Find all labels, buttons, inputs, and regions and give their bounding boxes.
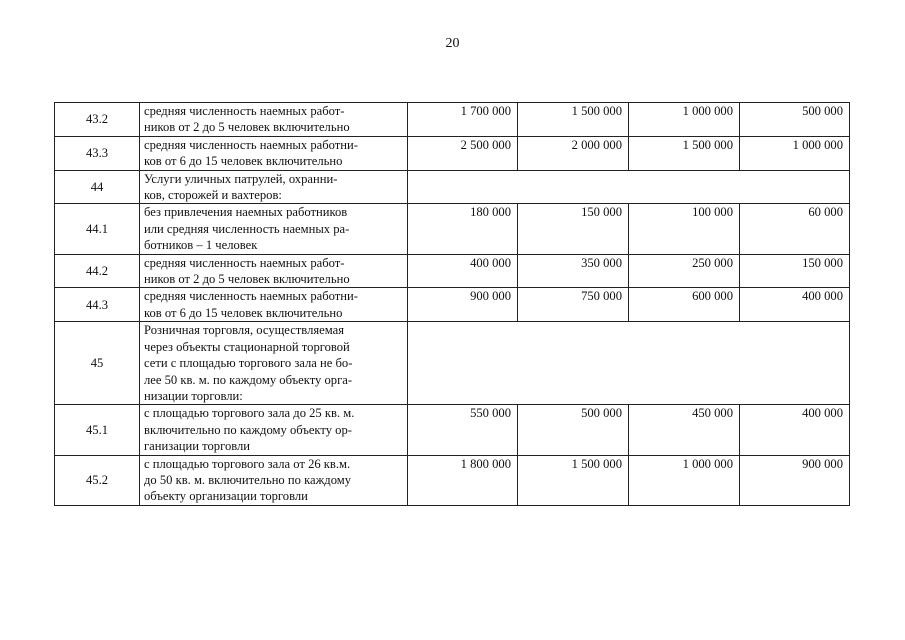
description-line: Услуги уличных патрулей, охранни- xyxy=(144,171,338,186)
description-line: с площадью торгового зала от 26 кв.м. xyxy=(144,456,351,471)
row-value-cell: 250 000 xyxy=(629,254,740,288)
row-value-cell: 150 000 xyxy=(518,204,629,254)
row-code-cell: 44.2 xyxy=(55,254,140,288)
description-line: Розничная торговля, осуществляемая xyxy=(144,323,345,338)
description-line: сети с площадью торгового зала не бо- xyxy=(144,356,353,371)
row-value-cell: 900 000 xyxy=(408,288,518,322)
row-value-cell: 400 000 xyxy=(740,288,850,322)
row-value-cell: 100 000 xyxy=(629,204,740,254)
row-description-cell xyxy=(140,170,408,204)
table-row xyxy=(55,288,850,322)
row-code-cell: 45.1 xyxy=(55,405,140,455)
description-line: лее 50 кв. м. по каждому объекту орга- xyxy=(144,372,353,387)
table-row xyxy=(55,204,850,254)
description-line: без привлечения наемных работников xyxy=(144,205,348,220)
row-description-cell xyxy=(140,204,408,254)
row-value-cell: 1 000 000 xyxy=(629,103,740,137)
row-value-cell: 1 000 000 xyxy=(629,455,740,505)
table-row xyxy=(55,254,850,288)
row-code-cell: 44.1 xyxy=(55,204,140,254)
description-line: средняя численность наемных работни- xyxy=(144,137,358,152)
description-line: ков от 6 до 15 человек включительно xyxy=(144,154,343,169)
table-body xyxy=(55,103,850,506)
row-value-cell: 2 000 000 xyxy=(518,136,629,170)
row-value-cell: 500 000 xyxy=(740,103,850,137)
row-value-cell: 180 000 xyxy=(408,204,518,254)
row-value-cell: 550 000 xyxy=(408,405,518,455)
description-line: ников от 2 до 5 человек включительно xyxy=(144,272,350,287)
row-value-cell: 60 000 xyxy=(740,204,850,254)
table-row xyxy=(55,405,850,455)
row-empty-values-cell xyxy=(408,322,850,405)
description-line: ков от 6 до 15 человек включительно xyxy=(144,305,343,320)
row-code-cell: 45.2 xyxy=(55,455,140,505)
row-value-cell: 350 000 xyxy=(518,254,629,288)
description-line: объекту организации торговли xyxy=(144,489,308,504)
row-value-cell: 1 700 000 xyxy=(408,103,518,137)
table-row xyxy=(55,455,850,505)
description-line: включительно по каждому объекту ор- xyxy=(144,422,352,437)
description-line: средняя численность наемных работ- xyxy=(144,255,345,270)
description-line: ков, сторожей и вахтеров: xyxy=(144,188,282,203)
row-value-cell: 750 000 xyxy=(518,288,629,322)
table-row xyxy=(55,322,850,405)
description-line: ников от 2 до 5 человек включительно xyxy=(144,120,350,135)
row-code-cell: 45 xyxy=(55,322,140,405)
row-description-cell xyxy=(140,288,408,322)
row-description-cell xyxy=(140,254,408,288)
description-line: средняя численность наемных работ- xyxy=(144,104,345,118)
description-line: через объекты стационарной торговой xyxy=(144,339,350,354)
page-number: 20 xyxy=(445,36,460,51)
table-row xyxy=(55,170,850,204)
description-line: ботников – 1 человек xyxy=(144,238,258,253)
tariff-table xyxy=(54,102,850,506)
table-row xyxy=(55,136,850,170)
row-description-cell xyxy=(140,455,408,505)
row-value-cell: 1 800 000 xyxy=(408,455,518,505)
description-line: с площадью торгового зала до 25 кв. м. xyxy=(144,406,355,421)
row-empty-values-cell xyxy=(408,170,850,204)
row-description-cell xyxy=(140,103,408,137)
row-value-cell: 400 000 xyxy=(408,254,518,288)
row-value-cell: 450 000 xyxy=(629,405,740,455)
row-value-cell: 600 000 xyxy=(629,288,740,322)
description-line: средняя численность наемных работни- xyxy=(144,289,358,304)
row-description-cell xyxy=(140,405,408,455)
row-value-cell: 150 000 xyxy=(740,254,850,288)
description-line: низации торговли: xyxy=(144,388,243,403)
row-code-cell: 44.3 xyxy=(55,288,140,322)
row-value-cell: 2 500 000 xyxy=(408,136,518,170)
table-row xyxy=(55,103,850,137)
row-value-cell: 1 500 000 xyxy=(518,103,629,137)
row-value-cell: 1 500 000 xyxy=(629,136,740,170)
row-code-cell: 43.2 xyxy=(55,103,140,137)
row-value-cell: 900 000 xyxy=(740,455,850,505)
description-line: ганизации торговли xyxy=(144,439,251,454)
row-value-cell: 1 000 000 xyxy=(740,136,850,170)
row-code-cell: 43.3 xyxy=(55,136,140,170)
row-description-cell xyxy=(140,136,408,170)
row-value-cell: 400 000 xyxy=(740,405,850,455)
row-code-cell: 44 xyxy=(55,170,140,204)
description-line: до 50 кв. м. включительно по каждому xyxy=(144,472,352,487)
row-value-cell: 500 000 xyxy=(518,405,629,455)
row-description-cell xyxy=(140,322,408,405)
row-value-cell: 1 500 000 xyxy=(518,455,629,505)
description-line: или средняя численность наемных ра- xyxy=(144,221,350,236)
